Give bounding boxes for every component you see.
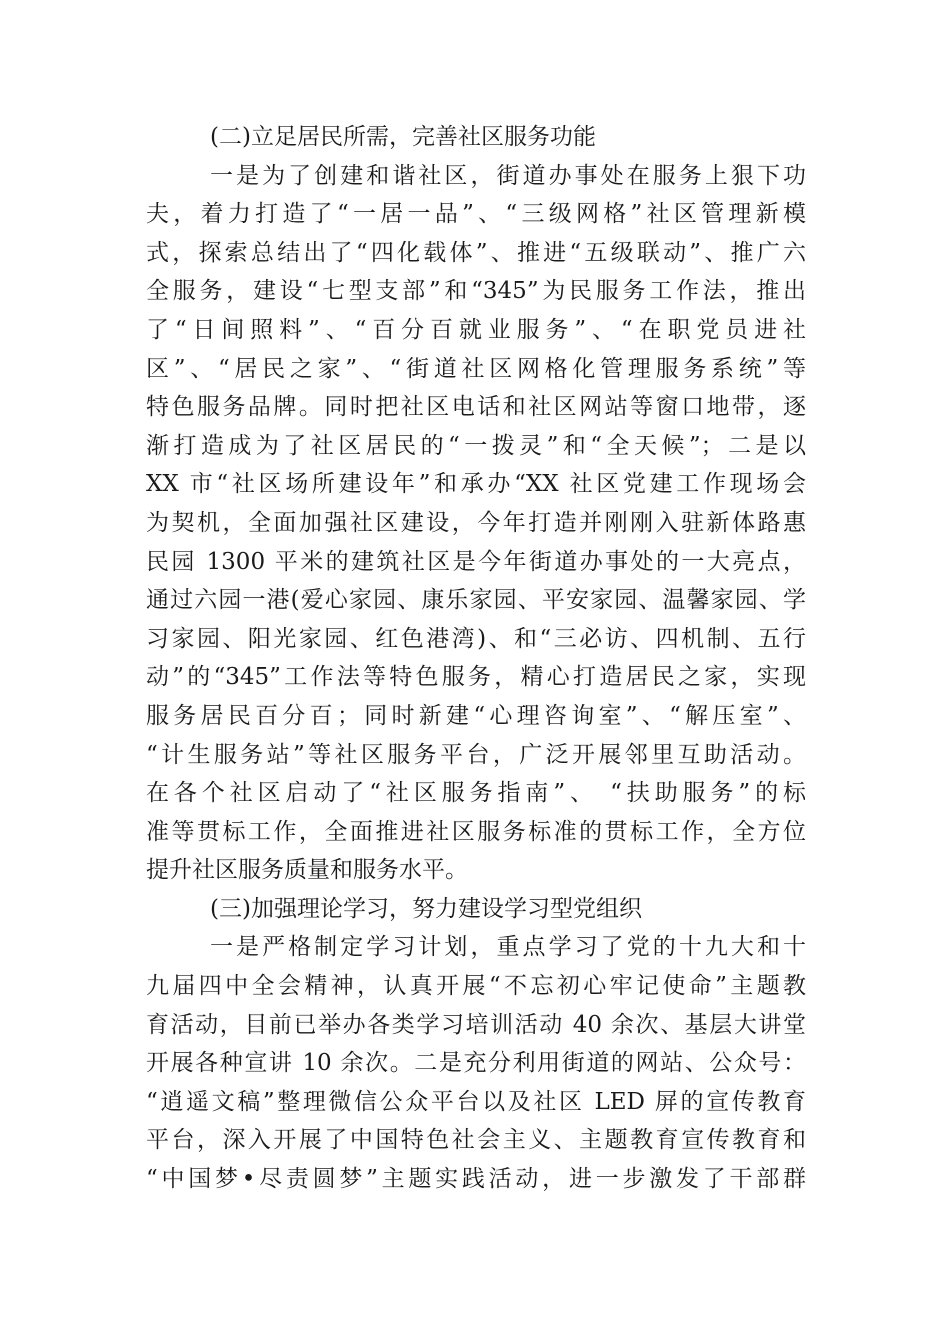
paragraph-line: 在各个社区启动了“社区服务指南”、 “扶助服务”的标 [146, 780, 806, 807]
paragraph-line: 九届四中全会精神，认真开展“不忘初心牢记使命”主题教 [146, 973, 806, 1000]
paragraph-line: “计生服务站”等社区服务平台，广泛开展邻里互助活动。 [146, 741, 806, 768]
paragraph-line: 夫，着力打造了“一居一品”、“三级网格”社区管理新模 [146, 201, 806, 228]
paragraph-line: 服务居民百分百；同时新建“心理咨询室”、“解压室”、 [146, 702, 806, 729]
paragraph-line: 习家园、阳光家园、红色港湾)、和“三必访、四机制、五行 [146, 625, 806, 652]
paragraph-line: “逍遥文稿”整理微信公众平台以及社区 LED 屏的宣传教育 [146, 1088, 806, 1115]
paragraph-line: 为契机，全面加强社区建设，今年打造并刚刚入驻新体路惠 [146, 509, 806, 536]
paragraph-line: 了“日间照料”、“百分百就业服务”、“在职党员进社 [146, 316, 806, 343]
paragraph-line-last: 提升社区服务质量和服务水平。 [146, 857, 468, 884]
paragraph-line: 全服务，建设“七型支部”和“345”为民服务工作法，推出 [146, 278, 806, 305]
paragraph-line: 平台，深入开展了中国特色社会主义、主题教育宣传教育和 [146, 1127, 806, 1154]
paragraph-line: 育活动，目前已举办各类学习培训活动 40 余次、基层大讲堂 [146, 1011, 806, 1038]
paragraph-line: 式，探索总结出了“四化载体”、推进“五级联动”、推广六 [146, 239, 806, 266]
paragraph-line: 一是为了创建和谐社区，街道办事处在服务上狠下功 [210, 162, 806, 189]
paragraph-line: 准等贯标工作，全面推进社区服务标准的贯标工作，全方位 [146, 818, 806, 845]
paragraph-line: 动”的“345”工作法等特色服务，精心打造居民之家，实现 [146, 664, 806, 691]
paragraph-line: “中国梦•尽责圆梦”主题实践活动，进一步激发了干部群 [146, 1166, 806, 1193]
paragraph-line: 一是严格制定学习计划，重点学习了党的十九大和十 [210, 934, 806, 961]
paragraph-line: 区”、“居民之家”、“街道社区网格化管理服务系统”等 [146, 355, 806, 382]
section-heading-3: (三)加强理论学习，努力建设学习型党组织 [210, 895, 642, 922]
paragraph-line: 特色服务品牌。同时把社区电话和社区网站等窗口地带，逐 [146, 394, 806, 421]
paragraph-line: 民园 1300 平米的建筑社区是今年街道办事处的一大亮点， [146, 548, 806, 575]
section-heading-2: (二)立足居民所需，完善社区服务功能 [210, 124, 596, 150]
document-body [146, 118, 806, 1199]
paragraph-line: 渐打造成为了社区居民的“一拨灵”和“全天候”；二是以 [146, 432, 806, 459]
paragraph-line: 开展各种宣讲 10 余次。二是充分利用街道的网站、公众号： [146, 1050, 806, 1077]
paragraph-line: XX 市“社区场所建设年”和承办“XX 社区党建工作现场会 [146, 471, 806, 498]
paragraph-line: 通过六园一港(爱心家园、康乐家园、平安家园、温馨家园、学 [146, 587, 806, 614]
